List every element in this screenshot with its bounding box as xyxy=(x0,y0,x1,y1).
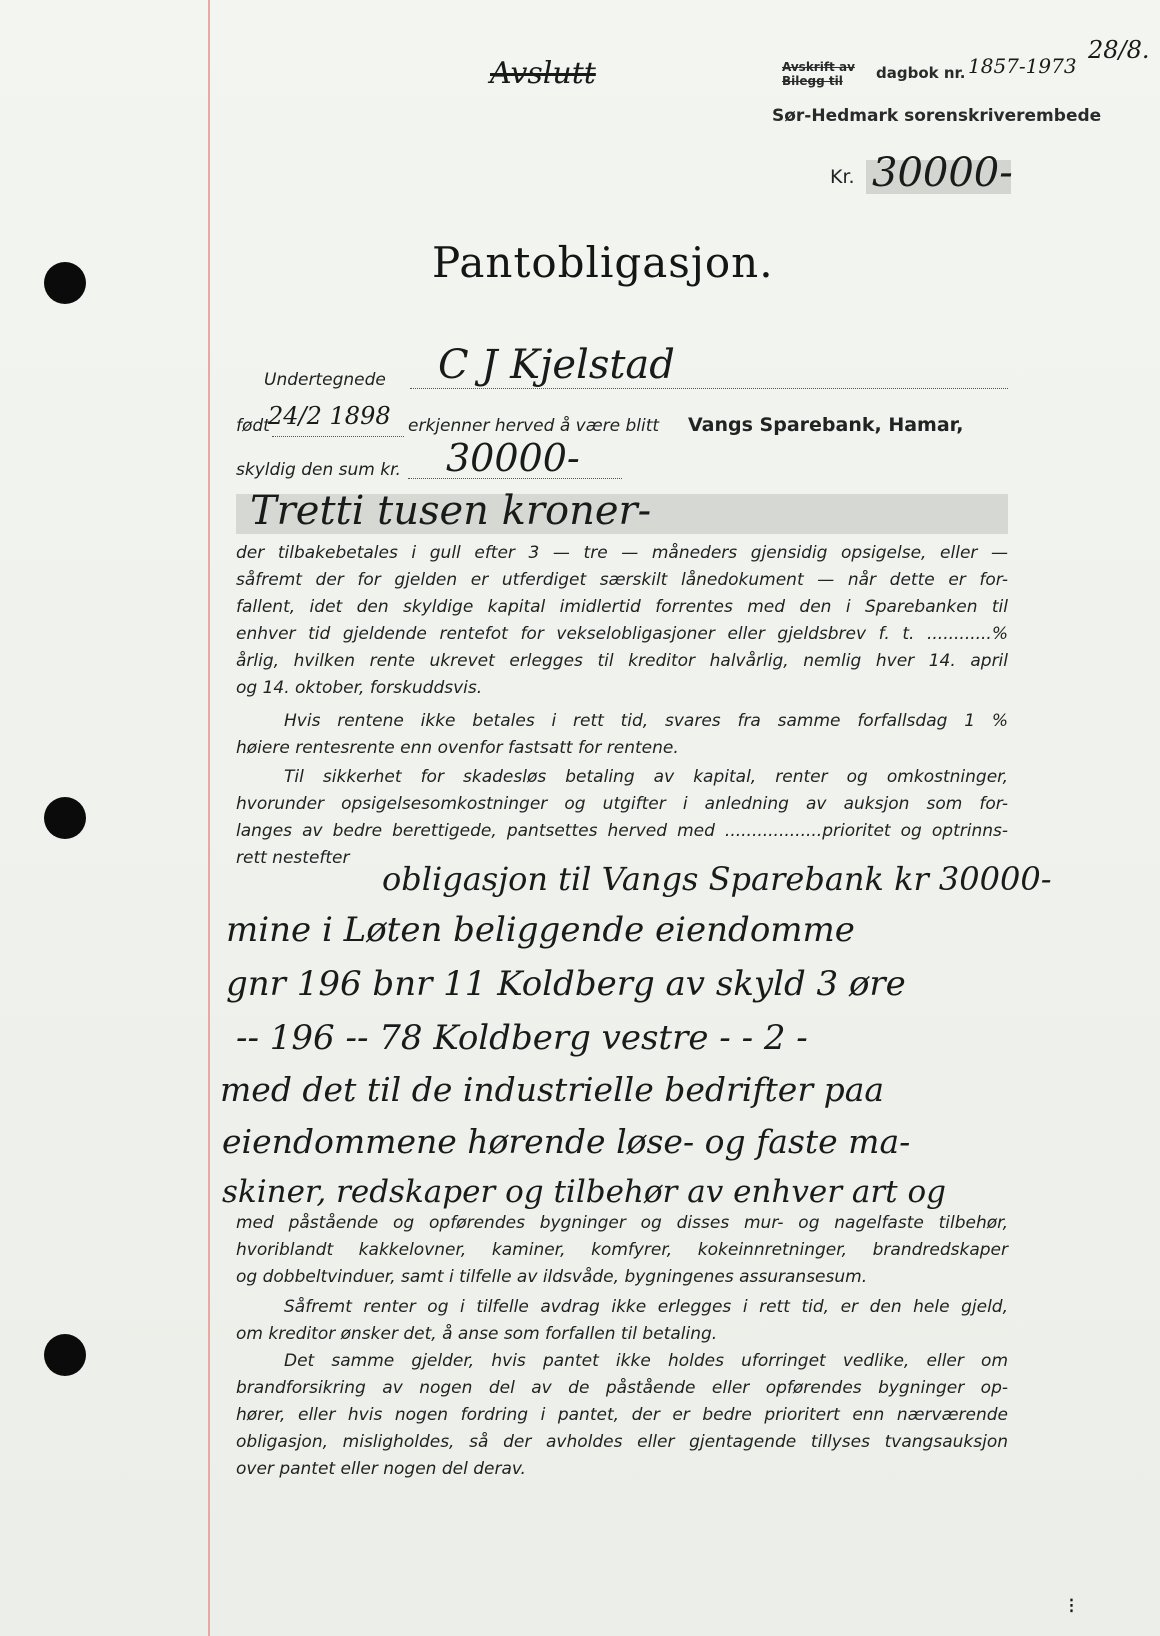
stamp-court-name: Sør-Hedmark sorenskriverembede xyxy=(772,106,1102,126)
text-line: Det samme gjelder, hvis pantet ikke holdes uforringet vedlike, eller om xyxy=(284,1351,1008,1371)
terms-paragraph xyxy=(236,540,1008,702)
erkjenner-text: erkjenner herved å være blitt xyxy=(408,416,660,436)
text-line: Hvis rentene ikke betales i rett tid, svares fra samme forfallsdag 1 % xyxy=(284,711,1008,731)
fodt-value: 24/2 1898 xyxy=(268,402,391,430)
handwritten-line: mine i Løten beliggende eiendomme xyxy=(226,910,855,950)
punch-hole xyxy=(44,262,86,304)
text-line: hører, eller hvis nogen fordring i pantet, der er bedre prioritert enn nærværende xyxy=(236,1405,1008,1425)
text-line: Såfremt renter og i tilfelle avdrag ikke erlegges i rett tid, er den hele gjeld, xyxy=(284,1297,1008,1317)
undertegnede-line xyxy=(410,388,1008,389)
text-line: obligasjon, misligholdes, så der avholdes eller gjentagende tillyses tvangsauksjon xyxy=(236,1432,1008,1452)
undertegnede-label: Undertegnede xyxy=(264,370,386,390)
text-line: såfremt der for gjelden er utferdiget særskilt lånedokument — når dette er for- xyxy=(236,570,1008,590)
text-line: høiere rentesrente enn ovenfor fastsatt for rentene. xyxy=(236,738,679,758)
text-line: med påstående og opførendes bygninger og disses mur- og nagelfaste tilbehør, xyxy=(236,1213,1008,1233)
text-line: enhver tid gjeldende rentefot for vekseloblig​asjoner eller gjeldsbrev f. t. ............% xyxy=(236,624,1008,644)
dagbok-number: 1857-1973 xyxy=(968,54,1077,78)
kr-amount: 30000- xyxy=(872,150,1013,196)
text-line: årlig, hvilken rente ukrevet erlegges til kreditor halvårlig, nemlig hver 14. april xyxy=(236,651,1008,671)
punch-hole xyxy=(44,797,86,839)
fodt-label: født xyxy=(236,416,270,436)
stamp-dagbok-label: dagbok nr. xyxy=(876,64,966,82)
handwritten-line: eiendommene hørende løse- og faste ma- xyxy=(222,1122,911,1161)
page-title: Pantobligasjon. xyxy=(432,238,774,287)
handwritten-line: -- 196 -- 78 Koldberg vestre - - 2 - xyxy=(236,1018,808,1058)
margin-note: Avslutt xyxy=(490,56,596,91)
default-paragraph xyxy=(236,1294,1008,1348)
handwritten-line: obligasjon til Vangs Sparebank kr 30000- xyxy=(382,860,1052,898)
date-note: 28/8. xyxy=(1088,36,1150,64)
skyldig-value: 30000- xyxy=(446,436,580,480)
text-line: fallent, idet den skyldige kapital imidlertid forrentes med den i Sparebanken til xyxy=(236,597,1008,617)
text-line: hvoriblandt kakkelovner, kaminer, komfyrer, kokeinnretninger, brandredskaper xyxy=(236,1240,1008,1260)
fodt-line xyxy=(272,436,404,437)
security-paragraph xyxy=(236,764,1008,872)
interest-paragraph xyxy=(236,708,1008,762)
stamp-struck-text: Avskrift av Bilegg til xyxy=(782,60,855,88)
text-line: der tilbakebetales i gull efter 3 — tre — måneders gjensidig opsigelse, eller — xyxy=(236,543,1008,563)
text-line: og dobbeltvinduer, samt i tilfelle av ildsvåde, bygningenes assuransesum. xyxy=(236,1267,868,1287)
handwritten-line: skiner, redskaper og tilbehør av enhver art og xyxy=(222,1174,947,1210)
skyldig-label: skyldig den sum kr. xyxy=(236,460,401,480)
bank-name: Vangs Sparebank, Hamar, xyxy=(688,414,964,436)
maintenance-paragraph xyxy=(236,1348,1008,1483)
text-line: langes av bedre berettigede, pantsettes herved med ..................prioritet og optrinns- xyxy=(236,821,1008,841)
buildings-paragraph xyxy=(236,1210,1008,1291)
footer-mark: ⁝ xyxy=(1068,1594,1075,1619)
margin-rule xyxy=(208,0,210,1636)
kr-label: Kr. xyxy=(830,166,855,188)
text-line: og 14. oktober, forskuddsvis. xyxy=(236,678,483,698)
text-line: over pantet eller nogen del derav. xyxy=(236,1459,526,1479)
handwritten-line: med det til de industrielle bedrifter paa xyxy=(220,1070,885,1109)
amount-words: Tretti tusen kroner- xyxy=(250,488,652,534)
text-line: brandforsikring av nogen del av de påstående eller opførendes bygninger op- xyxy=(236,1378,1008,1398)
text-line: hvorunder opsigelsesomkostninger og utgifter i anledning av auksjon som for- xyxy=(236,794,1008,814)
text-line: rett nestefter xyxy=(236,848,350,868)
text-line: Til sikkerhet for skadesløs betaling av kapital, renter og omkostninger, xyxy=(284,767,1008,787)
undertegnede-value: C J Kjelstad xyxy=(438,342,675,388)
punch-hole xyxy=(44,1334,86,1376)
text-line: om kreditor ønsker det, å anse som forfallen til betaling. xyxy=(236,1324,718,1344)
handwritten-line: gnr 196 bnr 11 Koldberg av skyld 3 øre xyxy=(226,964,906,1004)
